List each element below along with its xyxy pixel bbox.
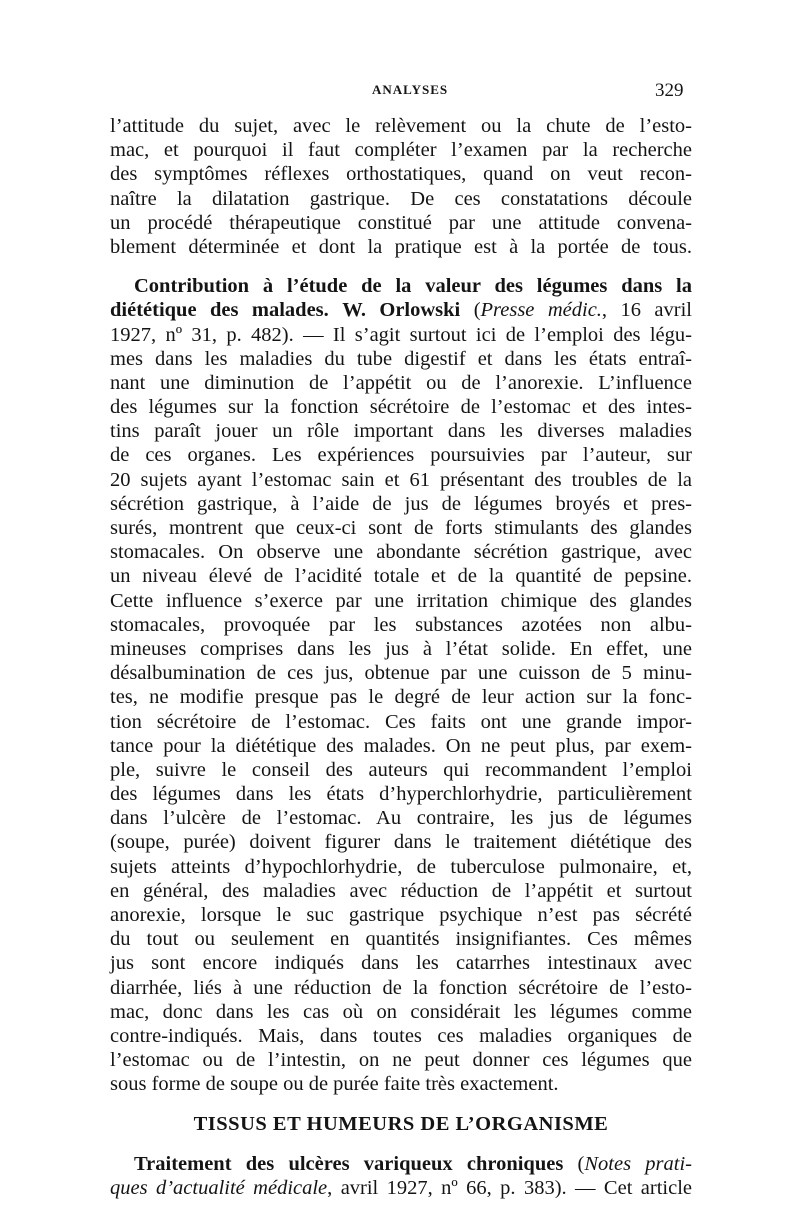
text-line: du tout ou seulement en quantités insignifiantes. Ces mêmes <box>110 928 692 951</box>
ref-open: ( <box>577 1152 585 1175</box>
article-ulceres-variqueux <box>110 1152 692 1200</box>
text-line: ple, suivre le conseil des auteurs qui recommandent l’emploi <box>110 758 692 781</box>
article-title: Contribution à l’étude de la valeur des légumes dans la <box>134 275 692 298</box>
text-line: Cette influence s’exerce par une irritation chimique des glandes <box>110 589 692 612</box>
text-line: contre-indiqués. Mais, dans toutes ces maladies organiques de <box>110 1024 692 1047</box>
text-line-last: sous forme de soupe ou de purée faite très exactement. <box>110 1073 559 1096</box>
text-line: 20 sujets ayant l’estomac sain et 61 présentant des troubles de la <box>110 468 692 491</box>
running-title: ANALYSES <box>372 82 449 97</box>
ref-date: , avril 1927, nº 66, p. 383). — Cet article <box>327 1176 692 1199</box>
body-text <box>110 114 692 1200</box>
text-line: dans l’ulcère de l’estomac. Au contraire, les jus de légumes <box>110 807 692 830</box>
text-line: des symptômes réflexes orthostatiques, quand on veut recon- <box>110 163 692 186</box>
page-number: 329 <box>655 80 684 101</box>
section-gap <box>110 1136 692 1152</box>
text-line: blement déterminée et dont la pratique est à la portée de tous. <box>110 235 692 258</box>
text-line: anorexie, lorsque le suc gastrique psychique n’est pas sécrété <box>110 904 692 926</box>
running-head <box>0 80 800 100</box>
text-line: tion sécrétoire de l’estomac. Ces faits ont une grande impor- <box>110 710 692 733</box>
text-line: des légumes sur la fonction sécrétoire de l’estomac et des intes- <box>110 396 692 419</box>
journal-name: Notes prati- <box>584 1152 692 1175</box>
article-title-end: diététique des malades. <box>110 299 329 322</box>
article-citation-line <box>110 298 692 322</box>
journal-name: Presse médic. <box>480 299 602 322</box>
text-line: des légumes dans les états d’hyperchlorhydrie, particulièrement <box>110 783 692 806</box>
article-title-line <box>110 274 692 298</box>
text-line: un procédé thérapeutique constitué par une attitude convena- <box>110 211 692 234</box>
section-gap <box>110 1097 692 1112</box>
text-line: l’estomac ou de l’intestin, on ne peut donner ces légumes que <box>110 1049 692 1072</box>
text-line: tance pour la diététique des malades. On ne peut plus, par exem- <box>110 734 692 757</box>
article-title-line <box>110 1152 692 1176</box>
text-line: de ces organes. Les expériences poursuivies par l’auteur, sur <box>110 444 692 467</box>
text-line: désalbumination de ces jus, obtenue par une cuisson de 5 minu- <box>110 662 692 685</box>
text-line: mac, donc dans les cas où on considérait les légumes comme <box>110 1000 692 1023</box>
ref-date: , 16 avril <box>601 299 692 322</box>
text-line: nant une diminution de l’appétit ou de l’anorexie. L’influence <box>110 371 692 394</box>
article-contribution-legumes <box>110 274 692 1096</box>
text-line: tes, ne modifie presque pas le degré de leur action sur la fonc- <box>110 686 692 709</box>
text-line: stomacales, provoquée par les substances azotées non albu- <box>110 613 692 636</box>
text-line: (soupe, purée) doivent figurer dans le traitement diététique des <box>110 831 692 854</box>
text-line: naître la dilatation gastrique. De ces constatations découle <box>110 187 692 210</box>
text-line: sécrétion gastrique, à l’aide de jus de légumes broyés et pres- <box>110 492 692 515</box>
text-line: tins paraît jouer un rôle important dans les diverses maladies <box>110 420 692 443</box>
text-line: 1927, nº 31, p. 482). — Il s’agit surtout ici de l’emploi des légu- <box>110 323 692 346</box>
text-line: diarrhée, liés à une réduction de la fonction sécrétoire de l’esto- <box>110 976 692 999</box>
text-line: sujets atteints d’hypochlorhydrie, de tuberculose pulmonaire, et, <box>110 855 692 878</box>
text-line: mes dans les maladies du tube digestif et dans les états entraî- <box>110 347 692 370</box>
article-author: W. Orlowski <box>342 299 461 322</box>
text-line: mineuses comprises dans les jus à l’état solide. En effet, une <box>110 637 692 660</box>
text-line: un niveau élevé de l’acidité totale et de la quantité de pepsine. <box>110 565 692 588</box>
text-line: mac, et pourquoi il faut compléter l’examen par la recherche <box>110 139 692 162</box>
text-line: jus sont encore indiqués dans les catarrhes intestinaux avec <box>110 952 692 975</box>
section-heading: TISSUS ET HUMEURS DE L’ORGANISME <box>193 1112 609 1135</box>
paragraph-gap <box>110 259 692 274</box>
paragraph-continued <box>110 114 692 259</box>
text-line: l’attitude du sujet, avec le relèvement ou la chute de l’esto- <box>110 115 692 137</box>
ref-open: ( <box>473 299 481 322</box>
text-line: stomacales. On observe une abondante sécrétion gastrique, avec <box>110 541 692 564</box>
article-citation-line <box>110 1176 692 1200</box>
text-line: en général, des maladies avec réduction de l’appétit et surtout <box>110 879 692 902</box>
journal-name-end: ques d’actualité médicale <box>110 1176 328 1199</box>
article-title: Traitement des ulcères variqueux chroniques <box>134 1152 564 1175</box>
text-line: surés, montrent que ceux-ci sont de forts stimulants des glandes <box>110 517 692 539</box>
